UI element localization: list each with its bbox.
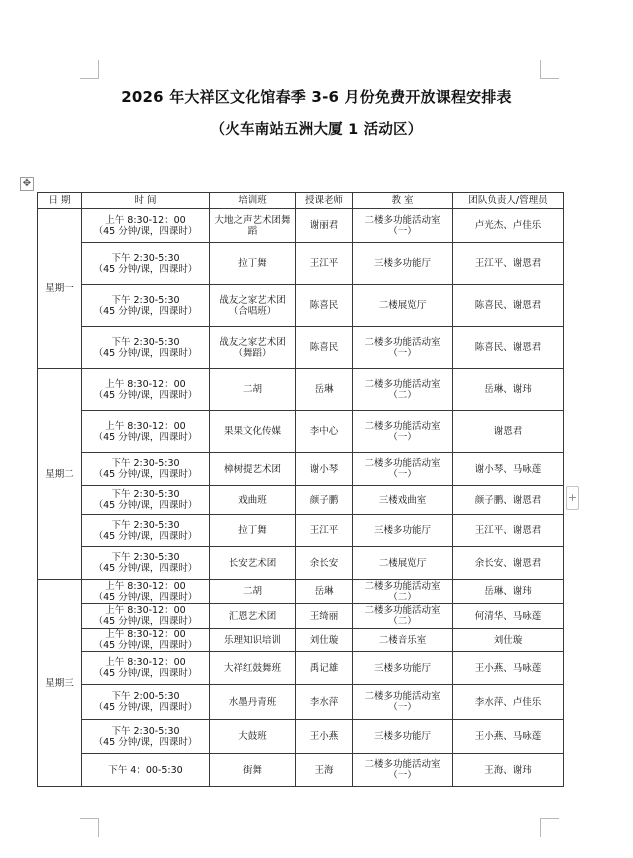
room-cell: 二楼音乐室 bbox=[353, 629, 453, 652]
table-row bbox=[38, 327, 564, 369]
time-note: （45 分钟/课，四课时） bbox=[93, 263, 198, 275]
room-cell: 三楼多功能厅 bbox=[353, 652, 453, 685]
teacher-cell: 陈喜民 bbox=[296, 327, 353, 369]
teacher-cell: 李中心 bbox=[296, 411, 353, 453]
teacher-cell: 王小燕 bbox=[296, 720, 353, 754]
time-range: 下午 2:30-5:30 bbox=[111, 336, 180, 348]
table-row bbox=[38, 515, 564, 547]
crop-mark-top-right bbox=[540, 60, 559, 79]
room-cell: 二楼展览厅 bbox=[353, 285, 453, 327]
time-range: 下午 2:30-5:30 bbox=[111, 458, 180, 469]
time-cell bbox=[82, 453, 210, 486]
time-note: （45 分钟/课，四课时） bbox=[93, 668, 198, 679]
time-cell bbox=[82, 327, 210, 369]
document-subtitle: （火车南站五洲大厦 1 活动区） bbox=[210, 122, 423, 138]
manager-cell: 陈喜民、谢恩君 bbox=[453, 327, 564, 369]
room-cell: 二楼多功能活动室（二） bbox=[353, 580, 453, 604]
teacher-cell: 王江平 bbox=[296, 243, 353, 285]
time-note: （45 分钟/课，四课时） bbox=[93, 469, 198, 480]
time-cell bbox=[82, 685, 210, 720]
time-cell bbox=[82, 547, 210, 580]
class-cell: 街舞 bbox=[210, 754, 296, 787]
day-cell: 星期二 bbox=[38, 369, 82, 580]
teacher-cell: 禹记雄 bbox=[296, 652, 353, 685]
time-cell bbox=[82, 285, 210, 327]
class-cell: 大祥红鼓舞班 bbox=[210, 652, 296, 685]
table-row bbox=[38, 243, 564, 285]
table-row bbox=[38, 754, 564, 787]
time-cell bbox=[82, 580, 210, 604]
time-range: 上午 8:30-12：00 bbox=[105, 580, 186, 592]
class-cell: 戏曲班 bbox=[210, 486, 296, 515]
class-cell: 拉丁舞 bbox=[210, 243, 296, 285]
time-range: 上午 8:30-12：00 bbox=[105, 378, 186, 390]
table-row bbox=[38, 486, 564, 515]
table-row bbox=[38, 720, 564, 754]
class-cell: 乐理知识培训 bbox=[210, 629, 296, 652]
manager-cell: 余长安、谢恩君 bbox=[453, 547, 564, 580]
manager-cell: 李水萍、卢佳乐 bbox=[453, 685, 564, 720]
manager-cell: 陈喜民、谢恩君 bbox=[453, 285, 564, 327]
class-cell: 二胡 bbox=[210, 369, 296, 411]
room-cell: 二楼多功能活动室（二） bbox=[353, 604, 453, 629]
manager-cell: 王江平、谢恩君 bbox=[453, 515, 564, 547]
time-range: 上午 8:30-12：00 bbox=[105, 214, 186, 226]
class-cell: 拉丁舞 bbox=[210, 515, 296, 547]
class-cell: 二胡 bbox=[210, 580, 296, 604]
header-room: 教 室 bbox=[353, 193, 453, 209]
time-cell bbox=[82, 486, 210, 515]
time-range: 下午 4：00-5:30 bbox=[108, 764, 183, 776]
table-row bbox=[38, 453, 564, 486]
class-cell: 大地之声艺术团舞蹈 bbox=[210, 209, 296, 243]
manager-cell: 谢恩君 bbox=[453, 411, 564, 453]
time-range: 下午 2:00-5:30 bbox=[111, 691, 180, 702]
time-note: （45 分钟/课，四课时） bbox=[93, 640, 198, 651]
manager-cell: 王海、谢玮 bbox=[453, 754, 564, 787]
crop-mark-top-left bbox=[80, 60, 99, 79]
teacher-cell: 陈喜民 bbox=[296, 285, 353, 327]
room-cell: 三楼多功能厅 bbox=[353, 720, 453, 754]
time-note: （45 分钟/课，四课时） bbox=[93, 530, 198, 542]
schedule-table bbox=[37, 192, 564, 787]
manager-cell: 谢小琴、马咏莲 bbox=[453, 453, 564, 486]
time-range: 上午 8:30-12：00 bbox=[105, 629, 186, 640]
time-note: （45 分钟/课，四课时） bbox=[93, 702, 198, 713]
class-cell: 汇恩艺术团 bbox=[210, 604, 296, 629]
time-note: （45 分钟/课，四课时） bbox=[93, 563, 198, 574]
manager-cell: 颜子鹏、谢恩君 bbox=[453, 486, 564, 515]
time-cell bbox=[82, 754, 210, 787]
time-note: （45 分钟/课，四课时） bbox=[93, 500, 198, 511]
add-column-icon[interactable]: + bbox=[566, 486, 579, 510]
time-cell bbox=[82, 604, 210, 629]
room-cell: 二楼多功能活动室（一） bbox=[353, 411, 453, 453]
document-title: 2026 年大祥区文化馆春季 3-6 月份免费开放课程安排表 bbox=[121, 88, 512, 106]
manager-cell: 岳琳、谢玮 bbox=[453, 580, 564, 604]
time-range: 下午 2:30-5:30 bbox=[111, 552, 180, 563]
teacher-cell: 王海 bbox=[296, 754, 353, 787]
time-range: 上午 8:30-12：00 bbox=[105, 657, 186, 668]
header-teacher: 授课老师 bbox=[296, 193, 353, 209]
time-cell bbox=[82, 369, 210, 411]
table-row bbox=[38, 652, 564, 685]
time-note: （45 分钟/课，四课时） bbox=[93, 305, 198, 317]
teacher-cell: 余长安 bbox=[296, 547, 353, 580]
time-note: （45 分钟/课，四课时） bbox=[93, 347, 198, 359]
manager-cell: 卢光杰、卢佳乐 bbox=[453, 209, 564, 243]
time-cell bbox=[82, 720, 210, 754]
manager-cell: 何清华、马咏莲 bbox=[453, 604, 564, 629]
header-date: 日 期 bbox=[38, 193, 82, 209]
table-row bbox=[38, 685, 564, 720]
room-cell: 二楼多功能活动室（一） bbox=[353, 754, 453, 787]
time-range: 下午 2:30-5:30 bbox=[111, 252, 180, 264]
time-cell bbox=[82, 243, 210, 285]
manager-cell: 岳琳、谢玮 bbox=[453, 369, 564, 411]
time-cell bbox=[82, 209, 210, 243]
crop-mark-bottom-right bbox=[540, 818, 559, 837]
room-cell: 二楼多功能活动室（一） bbox=[353, 209, 453, 243]
class-cell: 战友之家艺术团（合唱班） bbox=[210, 285, 296, 327]
time-note: （45 分钟/课，四课时） bbox=[93, 616, 198, 627]
teacher-cell: 岳琳 bbox=[296, 369, 353, 411]
class-cell: 战友之家艺术团（舞蹈） bbox=[210, 327, 296, 369]
table-header-row bbox=[38, 193, 564, 209]
room-cell: 三楼戏曲室 bbox=[353, 486, 453, 515]
table-row bbox=[38, 580, 564, 604]
class-cell: 果果文化传媒 bbox=[210, 411, 296, 453]
class-cell: 水墨丹青班 bbox=[210, 685, 296, 720]
table-row bbox=[38, 629, 564, 652]
time-note: （45 分钟/课，四课时） bbox=[93, 389, 198, 401]
time-note: （45 分钟/课，四课时） bbox=[93, 225, 198, 237]
room-cell: 二楼多功能活动室（一） bbox=[353, 685, 453, 720]
time-cell bbox=[82, 411, 210, 453]
teacher-cell: 王江平 bbox=[296, 515, 353, 547]
table-move-handle-icon[interactable]: ✥ bbox=[20, 177, 34, 191]
manager-cell: 王小燕、马咏莲 bbox=[453, 720, 564, 754]
day-cell: 星期三 bbox=[38, 580, 82, 787]
header-time: 时 间 bbox=[82, 193, 210, 209]
manager-cell: 王江平、谢恩君 bbox=[453, 243, 564, 285]
day-cell: 星期一 bbox=[38, 209, 82, 369]
time-range: 下午 2:30-5:30 bbox=[111, 519, 180, 531]
time-cell bbox=[82, 629, 210, 652]
header-class: 培训班 bbox=[210, 193, 296, 209]
time-range: 上午 8:30-12：00 bbox=[105, 420, 186, 432]
time-note: （45 分钟/课，四课时） bbox=[93, 736, 198, 748]
table-row bbox=[38, 547, 564, 580]
time-note: （45 分钟/课，四课时） bbox=[93, 591, 198, 603]
table-body bbox=[38, 209, 564, 787]
teacher-cell: 颜子鹏 bbox=[296, 486, 353, 515]
manager-cell: 王小燕、马咏莲 bbox=[453, 652, 564, 685]
room-cell: 三楼多功能厅 bbox=[353, 515, 453, 547]
teacher-cell: 王绮丽 bbox=[296, 604, 353, 629]
room-cell: 二楼多功能活动室（一） bbox=[353, 453, 453, 486]
table-row bbox=[38, 369, 564, 411]
time-range: 下午 2:30-5:30 bbox=[111, 489, 180, 500]
teacher-cell: 刘仕璇 bbox=[296, 629, 353, 652]
room-cell: 二楼展览厅 bbox=[353, 547, 453, 580]
room-cell: 三楼多功能厅 bbox=[353, 243, 453, 285]
table-row bbox=[38, 411, 564, 453]
manager-cell: 刘仕璇 bbox=[453, 629, 564, 652]
time-cell bbox=[82, 515, 210, 547]
teacher-cell: 李水萍 bbox=[296, 685, 353, 720]
teacher-cell: 谢丽君 bbox=[296, 209, 353, 243]
time-note: （45 分钟/课，四课时） bbox=[93, 431, 198, 443]
class-cell: 长安艺术团 bbox=[210, 547, 296, 580]
class-cell: 樟树提艺术团 bbox=[210, 453, 296, 486]
time-range: 上午 8:30-12：00 bbox=[105, 605, 186, 616]
table-row bbox=[38, 285, 564, 327]
table-row bbox=[38, 604, 564, 629]
room-cell: 二楼多功能活动室（二） bbox=[353, 369, 453, 411]
crop-mark-bottom-left bbox=[80, 818, 99, 837]
teacher-cell: 谢小琴 bbox=[296, 453, 353, 486]
time-range: 下午 2:30-5:30 bbox=[111, 294, 180, 306]
time-range: 下午 2:30-5:30 bbox=[111, 725, 180, 737]
time-cell bbox=[82, 652, 210, 685]
teacher-cell: 岳琳 bbox=[296, 580, 353, 604]
class-cell: 大鼓班 bbox=[210, 720, 296, 754]
table-row bbox=[38, 209, 564, 243]
room-cell: 二楼多功能活动室（一） bbox=[353, 327, 453, 369]
header-manager: 团队负责人/管理员 bbox=[453, 193, 564, 209]
